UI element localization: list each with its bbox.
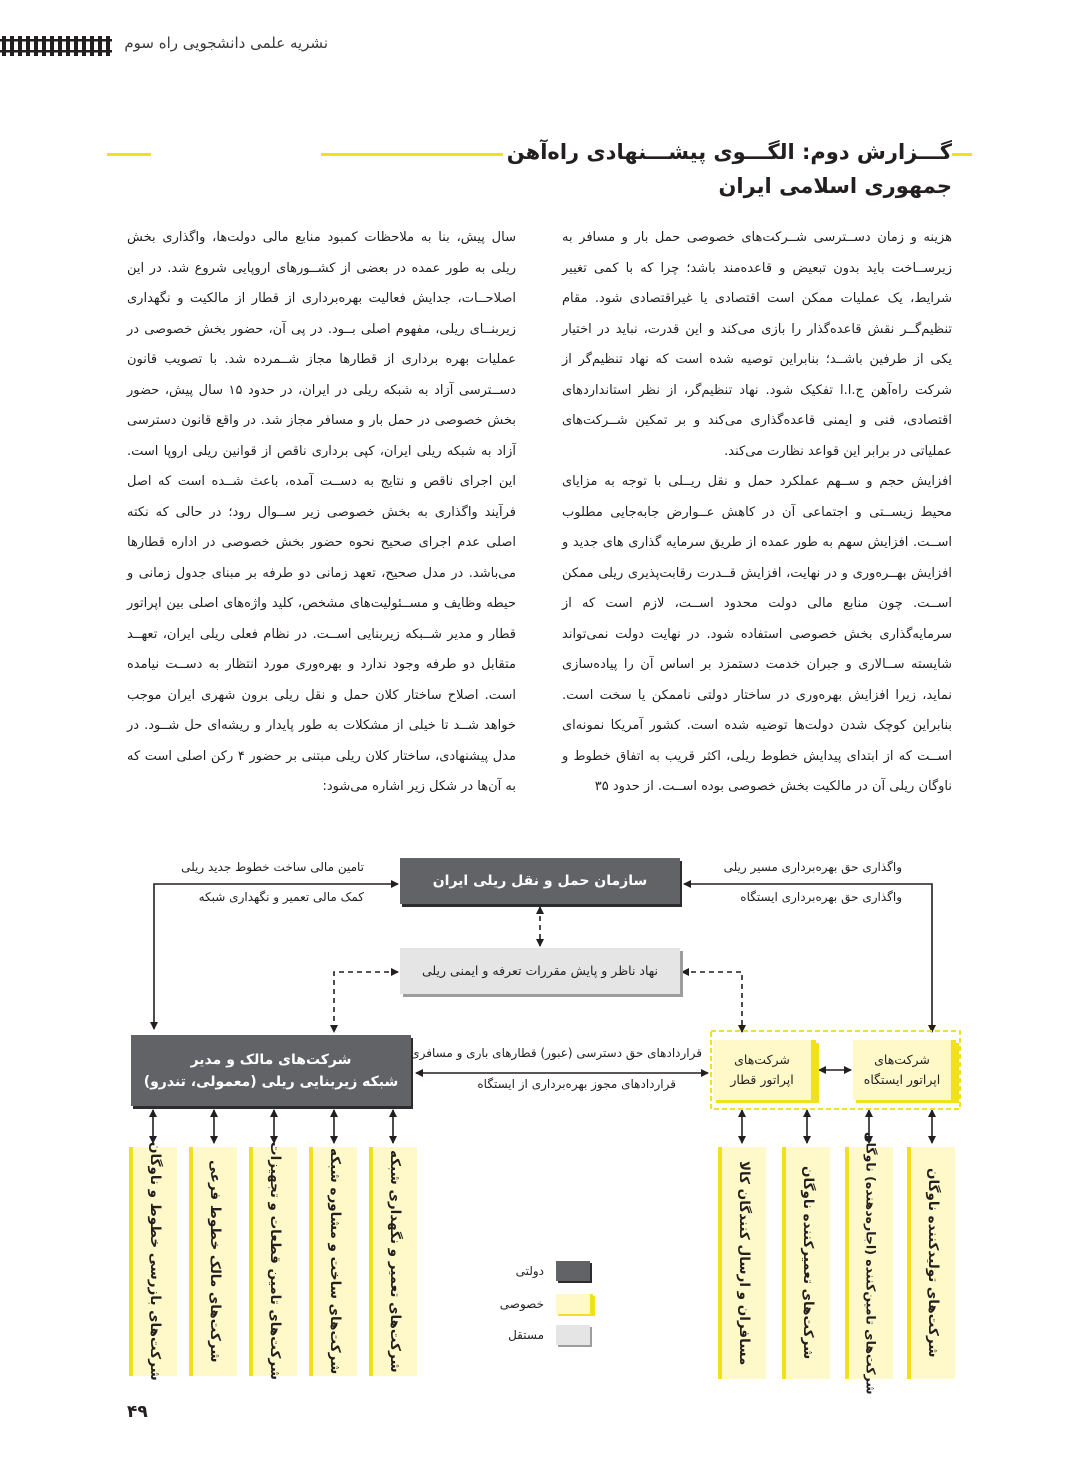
legend-swatch-private <box>556 1294 593 1314</box>
legend-label-private: خصوصی <box>499 1297 544 1311</box>
column-branch-owners <box>189 1147 237 1376</box>
station-operator-box <box>853 1040 956 1100</box>
column-label: شرکت‌های تعمیرکننده ناوگان <box>800 1166 816 1360</box>
box-label-line1: شرکت‌های مالک و مدیر <box>190 1051 352 1068</box>
column-label: شرکت‌های تعمیر و نگهداری شبکه <box>387 1150 403 1373</box>
column-fleet-manufacturers <box>907 1147 955 1379</box>
infrastructure-owner-box <box>131 1035 411 1106</box>
column-fleet-leasing <box>845 1131 893 1395</box>
column-label: شرکت‌های ساخت و مشاوره شبکه <box>327 1148 343 1375</box>
iran-rail-transport-organization-box <box>400 858 680 904</box>
column-label: شرکت‌های تامین‌کننده (اجاره‌دهنده) ناوگان <box>863 1131 879 1395</box>
label-route-rights: واگذاری حق بهره‌برداری مسیر ریلی <box>723 860 902 874</box>
page-title-line2: جمهوری اسلامی ایران <box>718 174 952 198</box>
legend-label-gov: دولتی <box>515 1264 544 1278</box>
regulator-box <box>400 948 680 994</box>
column-parts-suppliers <box>249 1142 297 1381</box>
column-label: شرکت‌های تامین قطعات و تجهیزات <box>267 1142 283 1381</box>
label-access-contracts: قراردادهای حق دسترسی (عبور) قطارهای باری و مسافری <box>410 1046 702 1060</box>
column-label: شرکت‌های مالک خطوط فرعی <box>207 1160 223 1363</box>
train-operator-box <box>713 1040 816 1100</box>
column-network-maintenance <box>369 1147 417 1376</box>
legend-swatch-independent <box>556 1325 590 1345</box>
box-label-line2: اپراتور ایستگاه <box>863 1072 941 1087</box>
column-label: شرکت‌های تولیدکننده ناوگان <box>925 1168 941 1358</box>
label-station-rights: واگذاری حق بهره‌برداری ایستگاه <box>740 890 902 904</box>
legend-label-independent: مستقل <box>508 1328 544 1342</box>
legend-swatch-gov <box>556 1261 590 1281</box>
paragraph: سال پیش، بنا به ملاحظات کمبود منابع مالی دولت‌ها، واگذاری بخش ریلی به طور عمده در بعضی از کشــورهای اروپایی شروع شد. در این اصلاحــات، جدایش فعالیت بهره‌برداری از قطار از مالکیت و نگهداری زیربنــای ریلی، مفهوم اصلی بــود. در پی آن، حضور بخش خصوصی در عملیات بهره برداری از قطارها مجاز شــمرده شد. با تصویب قانون دســترسی آزاد به شبکه ریلی در ایران، در حدود ۱۵ سال پیش، حضور بخش خصوصی در حمل بار و مسافر مجاز شد. در واقع قانون دسترسی آزاد به شبکه ریلی ایران، کپی برداری ناقص از قوانین ریلی اروپا است. این اجرای ناقص و نتایج به دســت آمده، باعث شــده است که اصل فرآیند واگذاری به بخش خصوصی زیر ســوال رود؛ در حالی که نکته اصلی عدم اجرای صحیح نحوه حضور بخش خصوصی در اداره قطارها می‌باشد. در مدل صحیح، تعهد زمانی دو طرفه بر مبنای جدول زمانی و حیطه وظایف و مســئولیت‌های مشخص، کلید واژه‌های اصلی بین اپراتور قطار و مدیر شــبکه زیربنایی اســت. در نظام فعلی ریلی ایران، تعهــد متقابل دو طرفه وجود ندارد و بهره‌وری مورد انتظار به دســت نیامده است. اصلاح ساختار کلان حمل و نقل ریلی برون شهری ایران موجب خواهد شــد تا خیلی از مشکلات به طور پایدار و ریشه‌ای حل شــود. در مدل پیشنهادی، ساختار کلان ریلی مبتنی بر حضور ۴ رکن اصلی است که به آن‌ها در شکل زیر اشاره می‌شود: <box>127 230 517 794</box>
paragraph: افزایش حجم و ســهم عملکرد حمل و نقل ریــلی با توجه به مزایای محیط زیســتی و اجتماعی آن در کاهش عــوارض جابه‌جایی مطلوب اســت. افزایش سهم به طور عمده از طریق سرمایه گذاری های جدید و افزایش بهــره‌وری و در نهایت، افزایش قــدرت رقابت‌پذیری ریلی ممکن اســت. چون منابع مالی دولت محدود اســت، لازم است که از سرمایه‌گذاری بخش خصوصی استفاده شود. در نهایت دولت نمی‌تواند شایسته ســالاری و جبران خدمت دستمزد بر اساس آن را پیاده‌سازی نماید، زیرا افزایش بهره‌وری در ساختار دولتی ناممکن یا سخت است. بنابراین کوچک شدن دولت‌ها توضیه شده است. کشور آمریکا نمونه‌ای اســت که از ابتدای پیدایش خطوط ریلی، اکثر قریب به اتفاق خطوط و ناوگان ریلی آن در مالکیت بخش خصوصی بوده اســت. از حدود ۳۵ <box>562 474 952 794</box>
column-label: شرکت‌های بازرسی خطوط و ناوگان <box>147 1142 163 1381</box>
label-financing-new-lines: تامین مالی ساخت خطوط جدید ریلی <box>181 860 364 874</box>
box-label-line1: شرکت‌های <box>874 1052 930 1067</box>
page-number: ۴۹ <box>127 1402 148 1422</box>
column-inspection <box>129 1142 177 1381</box>
column-fleet-repair <box>782 1147 830 1379</box>
column-label: مسافران و ارسال کنندگان کالا <box>736 1160 752 1366</box>
box-label: سازمان حمل و نقل ریلی ایران <box>432 873 648 889</box>
box-label-line2: شبکه زیربنایی ریلی (معمولی، تندرو) <box>143 1073 399 1090</box>
label-station-permits: قراردادهای مجوز بهره‌برداری از ایستگاه <box>477 1077 676 1091</box>
box-label: نهاد ناظر و پایش مقررات تعرفه و ایمنی ریلی <box>421 963 659 978</box>
box-label-line2: اپراتور قطار <box>730 1072 794 1087</box>
page-title: گـــزارش دوم: الگـــوی پیشـــنهادی راه‌آهن <box>503 140 952 164</box>
label-maintenance-aid: کمک مالی تعمیر و نگهداری شبکه <box>198 890 364 904</box>
column-construction-consulting <box>309 1147 357 1376</box>
box-label-line1: شرکت‌های <box>734 1052 790 1067</box>
journal-name: نشریه علمی دانشجویی راه سوم <box>124 34 328 52</box>
paragraph: هزینه و زمان دســترسی شــرکت‌های خصوصی حمل بار و مسافر به زیرســاخت باید بدون تبعیض و قاعده‌مند باشد؛ چرا که با کمی تغییر شرایط، یک عملیات ممکن است اقتصادی یا غیراقتصادی شود. مقام تنظیم‌گــر نقش قاعده‌گذار را بازی می‌کند و این قدرت، نباید در اختیار یکی از طرفین باشــد؛ بنابراین توصیه شده است که نهاد تنظیم‌گر از شرکت راه‌آهن ج.ا.ا تفکیک شود. نهاد تنظیم‌گر، از نظر استانداردهای اقتصادی، فنی و ایمنی قاعده‌گذاری می‌کند و بر تمکین شــرکت‌های عملیاتی در برابر این قواعد نظارت می‌کند. <box>562 230 952 459</box>
column-passengers-shippers <box>718 1147 766 1379</box>
